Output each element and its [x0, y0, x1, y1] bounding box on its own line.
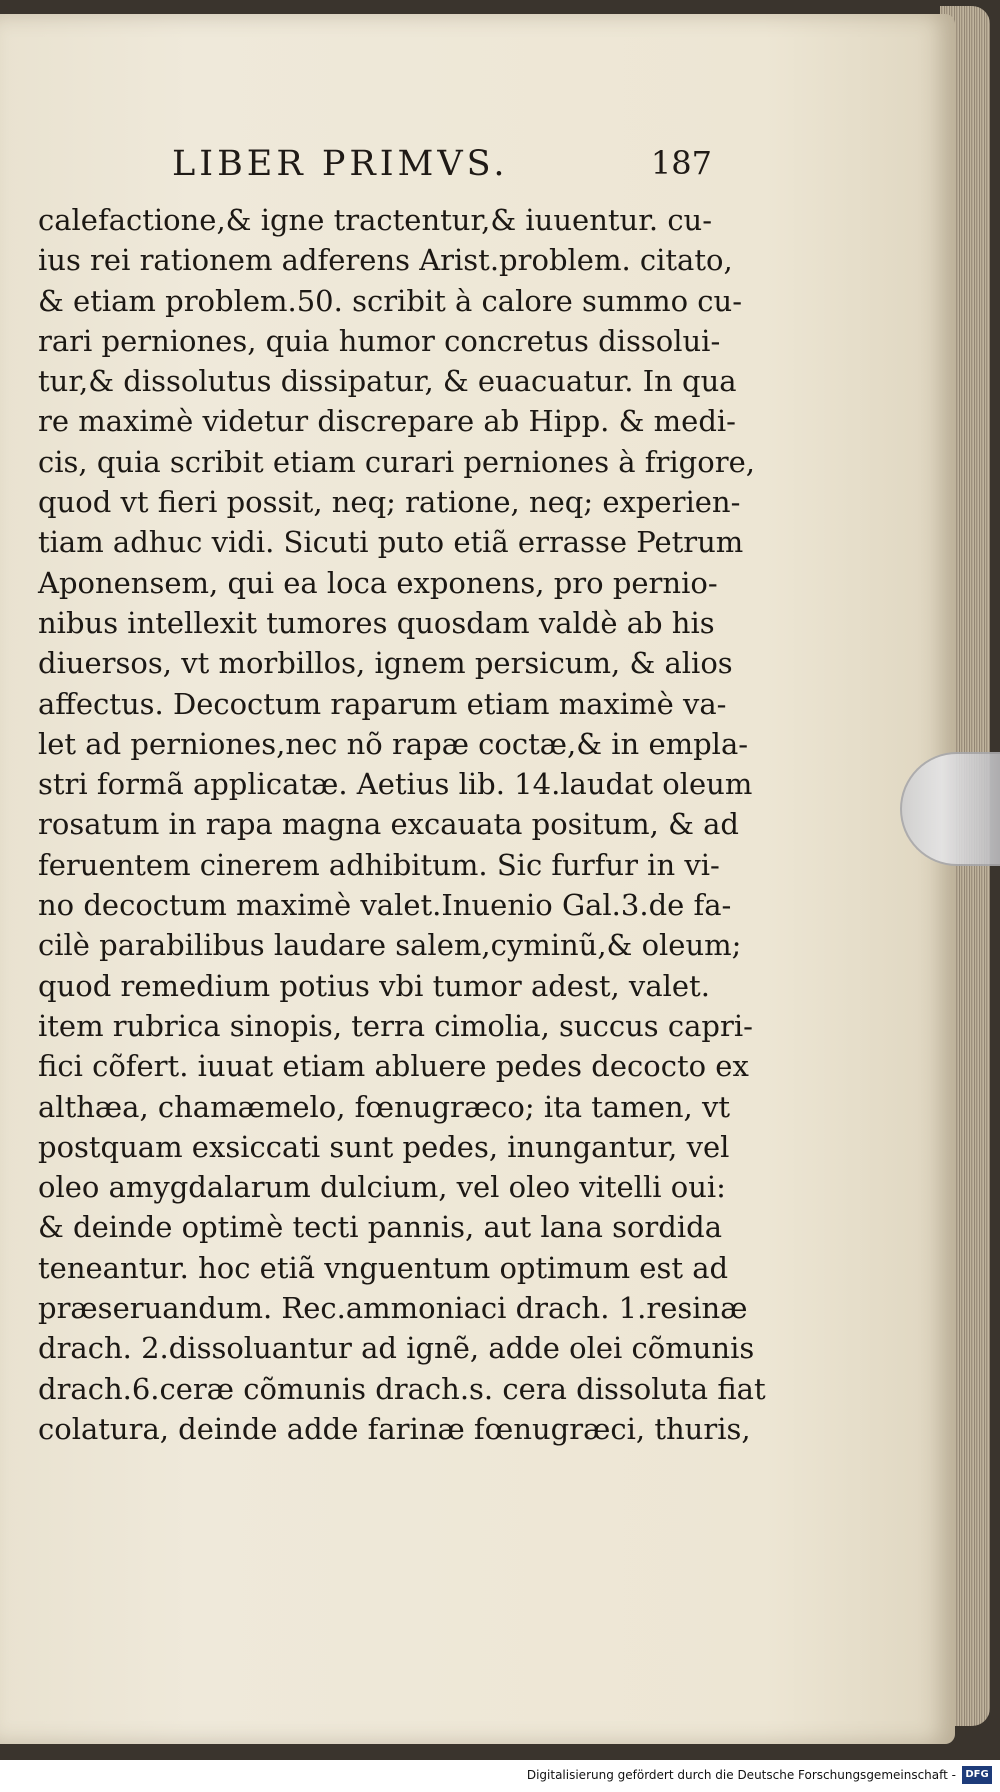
text-line: & etiam problem.50. scribit à calore summo cu-	[38, 283, 743, 318]
text-line: teneantur. hoc etiã vnguentum optimum est ad	[38, 1250, 729, 1285]
text-line: tiam adhuc vidi. Sicuti puto etiã errasse Petrum	[38, 525, 744, 560]
text-line: diuersos, vt morbillos, ignem persicum, & alios	[38, 646, 733, 681]
text-line: rosatum in rapa magna excauata positum, & ad	[38, 807, 739, 842]
text-line: item rubrica sinopis, terra cimolia, succus capri-	[38, 1008, 753, 1043]
page-number: 187	[650, 144, 712, 182]
text-line: & deinde optimè tecti pannis, aut lana sordida	[38, 1210, 722, 1245]
text-line: Aponensem, qui ea loca exponens, pro pernio-	[38, 565, 718, 600]
text-line: nibus intellexit tumores quosdam valdè ab his	[38, 605, 715, 640]
digitization-footer	[0, 1760, 1000, 1792]
text-line: re maximè videtur discrepare ab Hipp. & medi-	[38, 404, 736, 439]
text-line: drach. 2.dissoluantur ad ignẽ, adde olei cõmunis	[38, 1331, 755, 1366]
text-line: quod remedium potius vbi tumor adest, valet.	[38, 968, 710, 1003]
text-block	[38, 200, 766, 1449]
text-line: calefactione,& igne tractentur,& iuuentur. cu-	[38, 203, 713, 237]
text-line: cis, quia scribit etiam curari perniones à frigore,	[38, 444, 755, 479]
text-line: cilè parabilibus laudare salem,cyminũ,& oleum;	[38, 928, 742, 963]
text-line: quod vt fieri possit, neq; ratione, neq; experien-	[38, 485, 741, 520]
text-line: feruentem cinerem adhibitum. Sic furfur in vi-	[38, 847, 720, 882]
book-page	[0, 14, 955, 1744]
text-line: rari perniones, quia humor concretus dissolui-	[38, 323, 721, 358]
text-line: fici cõfert. iuuat etiam abluere pedes decocto ex	[38, 1049, 749, 1084]
funding-credit: Digitalisierung gefördert durch die Deutsche Forschungsgemeinschaft -	[526, 1768, 956, 1782]
text-line: tur,& dissolutus dissipatur, & euacuatur. In qua	[38, 364, 737, 399]
running-title: LIBER PRIMVS.	[172, 144, 509, 184]
text-line: drach.6.ceræ cõmunis drach.s. cera dissoluta fiat	[38, 1371, 766, 1406]
running-head	[172, 144, 712, 188]
text-line: affectus. Decoctum raparum etiam maximè va-	[38, 686, 727, 721]
text-line: colatura, deinde adde farinæ fœnugræci, thuris,	[38, 1411, 751, 1446]
text-line: præseruandum. Rec.ammoniaci drach. 1.resinæ	[38, 1291, 748, 1326]
dfg-logo: DFG	[962, 1766, 992, 1784]
text-line: no decoctum maximè valet.Inuenio Gal.3.de fa-	[38, 888, 732, 923]
text-line: ius rei rationem adferens Arist.problem. citato,	[38, 243, 733, 278]
text-line: let ad perniones,nec nõ rapæ coctæ,& in empla-	[38, 726, 749, 761]
text-line: stri formã applicatæ. Aetius lib. 14.laudat oleum	[38, 767, 753, 802]
text-line: postquam exsiccati sunt pedes, inungantur, vel	[38, 1129, 730, 1164]
text-line: oleo amygdalarum dulcium, vel oleo vitelli oui:	[38, 1170, 726, 1205]
text-line: althæa, chamæmelo, fœnugræco; ita tamen, vt	[38, 1089, 731, 1124]
